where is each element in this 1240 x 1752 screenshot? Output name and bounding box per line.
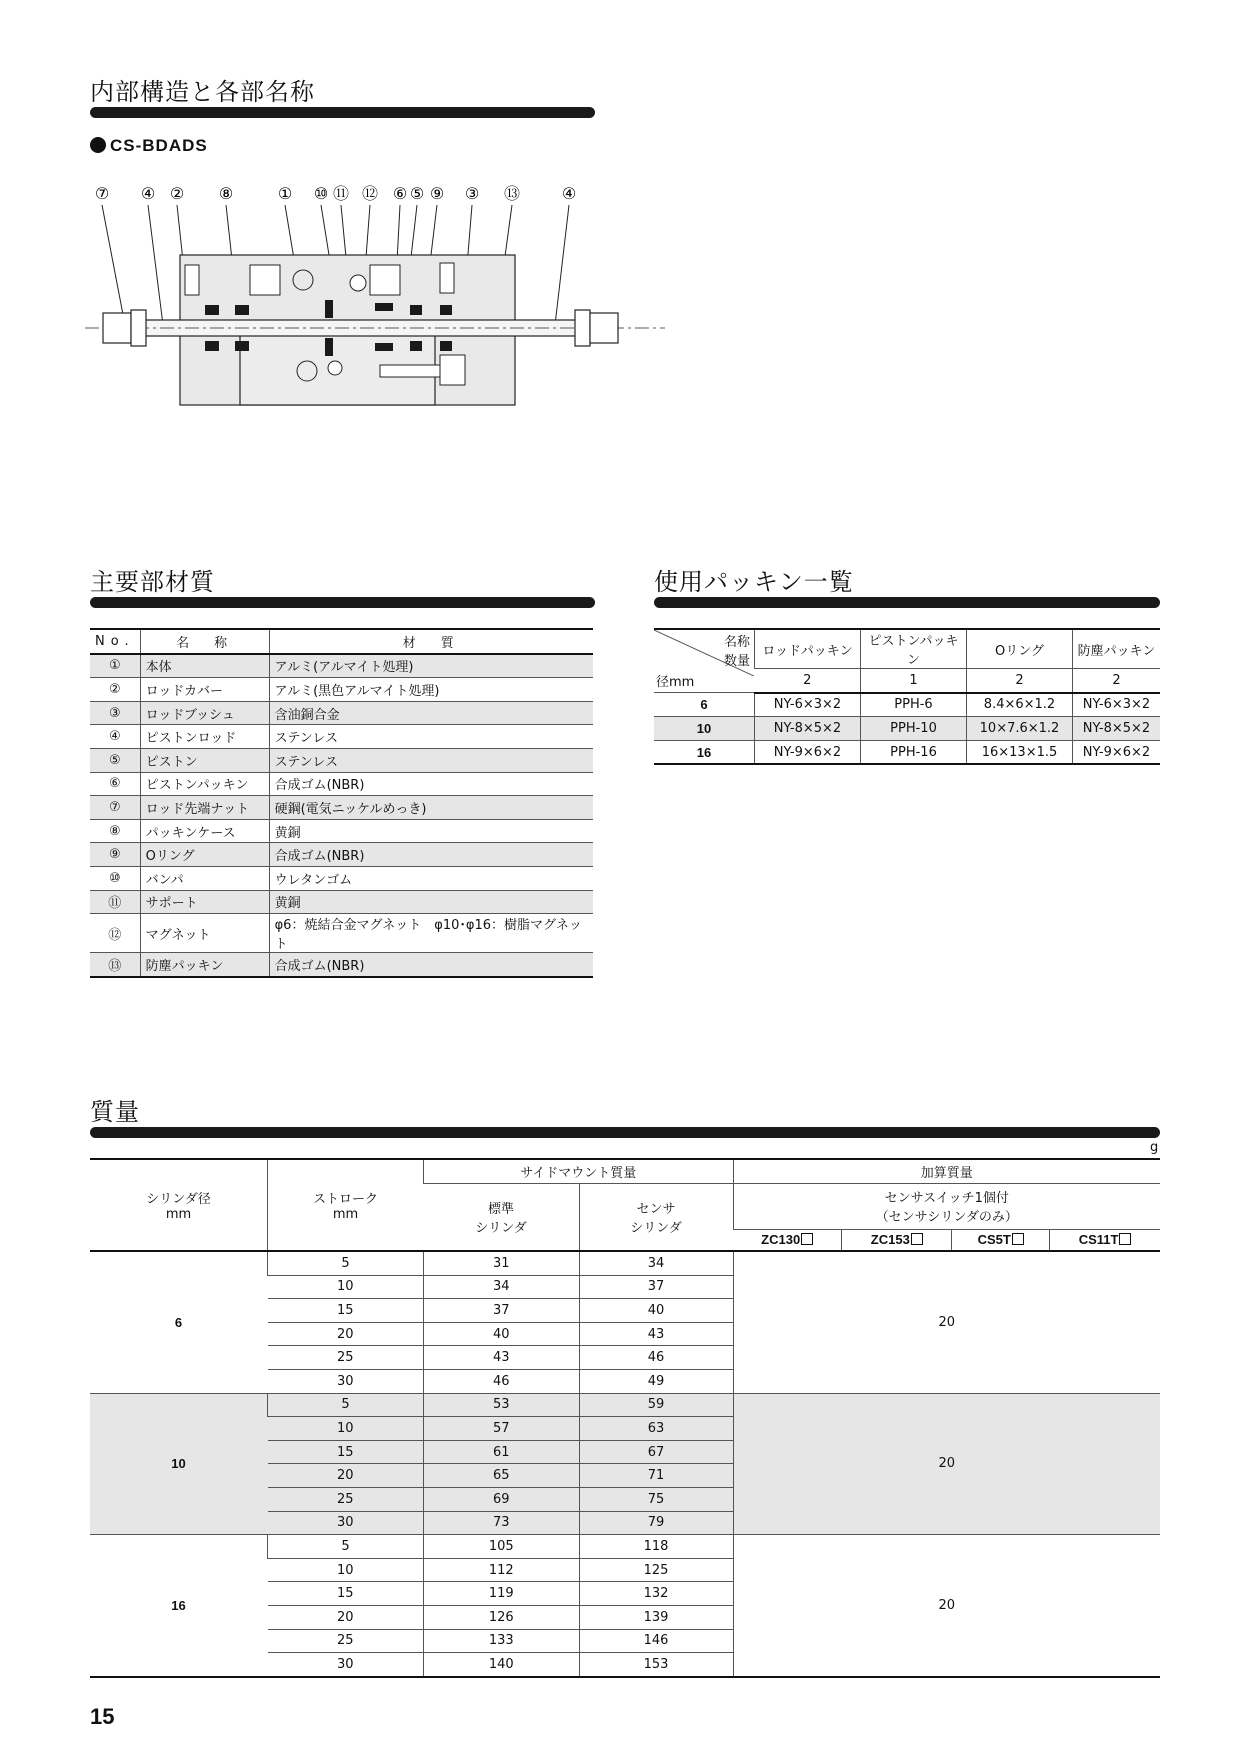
mass-sensor: 67 xyxy=(579,1440,733,1464)
packing-row xyxy=(654,740,1160,764)
material-material: 合成ゴム(NBR) xyxy=(269,953,593,977)
col-header-name: 名 称 xyxy=(140,629,269,654)
mass-std: 53 xyxy=(424,1393,580,1417)
material-no xyxy=(90,796,140,820)
mass-header-switch-2: （センサシリンダのみ） xyxy=(875,1210,1018,1225)
material-no-label: ⑨ xyxy=(108,847,121,863)
mass-stroke: 5 xyxy=(268,1535,424,1559)
packing-qty: 1 xyxy=(861,669,967,693)
material-no-label: ③ xyxy=(108,705,121,721)
mass-sensor: 153 xyxy=(579,1653,733,1677)
packing-corner-cell xyxy=(654,629,755,693)
diagram-callout: ④ xyxy=(561,185,577,203)
mass-stroke: 25 xyxy=(268,1346,424,1370)
col-header-material: 材 質 xyxy=(269,629,593,654)
material-material: 合成ゴム(NBR) xyxy=(269,843,593,867)
material-material: ウレタンゴム xyxy=(269,866,593,890)
mass-std: 69 xyxy=(424,1487,580,1511)
material-no-label: ⑫ xyxy=(108,927,122,943)
diagram-callout: ⑩ xyxy=(313,185,329,203)
material-row xyxy=(90,953,593,977)
material-material: 含油銅合金 xyxy=(269,701,593,725)
packing-title: 使用パッキン一覧 xyxy=(654,568,854,596)
packing-cell: NY-9×6×2 xyxy=(1073,740,1161,764)
material-part-name: ピストンロッド xyxy=(140,725,269,749)
mass-std: 112 xyxy=(424,1558,580,1582)
material-material: 合成ゴム(NBR) xyxy=(269,772,593,796)
material-material: ステンレス xyxy=(269,725,593,749)
diagram-callout: ④ xyxy=(140,185,156,203)
material-row xyxy=(90,796,593,820)
diagram-callout: ⑫ xyxy=(361,185,379,203)
mass-stroke: 15 xyxy=(268,1299,424,1323)
mass-add: 20 xyxy=(733,1251,1160,1393)
packing-bore: 16 xyxy=(654,740,755,764)
mass-sensor: 132 xyxy=(579,1582,733,1606)
material-material: 硬鋼(電気ニッケルめっき) xyxy=(269,796,593,820)
material-no-label: ⑦ xyxy=(108,799,121,815)
mass-sensor: 49 xyxy=(579,1369,733,1393)
packing-table xyxy=(654,628,1160,765)
mass-std: 37 xyxy=(424,1299,580,1323)
mass-header-bore-unit: mm xyxy=(165,1207,192,1222)
corner-name: 名称 xyxy=(723,635,750,650)
mass-sensor: 43 xyxy=(579,1322,733,1346)
mass-stroke: 25 xyxy=(268,1487,424,1511)
packing-col-header: Oリング xyxy=(967,629,1073,669)
mass-std: 57 xyxy=(424,1417,580,1441)
mass-bore: 16 xyxy=(90,1535,268,1677)
mass-header-stroke-label: ストローク xyxy=(312,1192,378,1207)
diagram-callout: ⑪ xyxy=(332,185,350,203)
material-no-label: ⑧ xyxy=(108,823,121,839)
diagram-callout: ① xyxy=(277,185,293,203)
page-number: 15 xyxy=(90,1704,115,1729)
packing-row xyxy=(654,717,1160,741)
diagram-callout: ⑥ xyxy=(392,185,408,203)
mass-sensor: 75 xyxy=(579,1487,733,1511)
switch-header-label: ZC130 xyxy=(761,1232,801,1248)
square-icon xyxy=(801,1233,813,1245)
mass-bore: 6 xyxy=(90,1251,268,1393)
diagram-callout: ⑧ xyxy=(218,185,234,203)
material-row xyxy=(90,890,593,914)
mass-stroke: 15 xyxy=(268,1582,424,1606)
packing-qty: 2 xyxy=(967,669,1073,693)
mass-add: 20 xyxy=(733,1393,1160,1535)
section-bar xyxy=(90,597,595,608)
material-no-label: ⑪ xyxy=(108,896,122,912)
mass-header-add: 加算質量 xyxy=(733,1159,1160,1183)
corner-qty: 数量 xyxy=(723,654,750,669)
material-part-name: ロッド先端ナット xyxy=(140,796,269,820)
packing-cell: NY-6×3×2 xyxy=(1073,693,1161,717)
material-no xyxy=(90,890,140,914)
corner-bore: 径mm xyxy=(656,675,695,691)
mass-std: 140 xyxy=(424,1653,580,1677)
mass-std: 105 xyxy=(424,1535,580,1559)
mass-stroke: 20 xyxy=(268,1464,424,1488)
mass-header-bore xyxy=(90,1159,268,1251)
section-bar xyxy=(90,107,595,118)
mass-header-switch-1: センサスイッチ1個付 xyxy=(884,1191,1009,1206)
mass-table xyxy=(90,1158,1160,1678)
mass-sensor: 125 xyxy=(579,1558,733,1582)
mass-std: 34 xyxy=(424,1275,580,1299)
mass-stroke: 30 xyxy=(268,1369,424,1393)
material-row xyxy=(90,843,593,867)
packing-col-header: ピストンパッキン xyxy=(861,629,967,669)
material-row xyxy=(90,819,593,843)
material-no xyxy=(90,819,140,843)
mass-std: 43 xyxy=(424,1346,580,1370)
material-part-name: ロッドカバー xyxy=(140,678,269,702)
mass-std: 46 xyxy=(424,1369,580,1393)
diagram-callout: ⑦ xyxy=(94,185,110,203)
mass-stroke: 5 xyxy=(268,1251,424,1275)
mass-header-bore-label: シリンダ径 xyxy=(146,1192,211,1207)
mass-std: 40 xyxy=(424,1322,580,1346)
mass-sensor: 34 xyxy=(579,1251,733,1275)
material-no xyxy=(90,701,140,725)
model-heading xyxy=(90,136,208,156)
mass-std: 61 xyxy=(424,1440,580,1464)
mass-header-switch xyxy=(733,1183,1160,1229)
col-header-no: No. xyxy=(90,629,140,654)
section-bar xyxy=(90,1127,1160,1138)
material-row xyxy=(90,748,593,772)
mass-sensor: 118 xyxy=(579,1535,733,1559)
packing-col-header: ロッドパッキン xyxy=(755,629,861,669)
diagram-callout: ② xyxy=(169,185,185,203)
mass-stroke: 20 xyxy=(268,1605,424,1629)
material-no-label: ⑩ xyxy=(108,870,121,886)
material-part-name: ピストン xyxy=(140,748,269,772)
square-icon xyxy=(1012,1233,1024,1245)
mass-std: 119 xyxy=(424,1582,580,1606)
mass-sensor: 146 xyxy=(579,1629,733,1653)
packing-cell: 10×7.6×1.2 xyxy=(967,717,1073,741)
materials-title: 主要部材質 xyxy=(90,568,215,596)
mass-stroke: 30 xyxy=(268,1511,424,1535)
material-material: φ6：焼結合金マグネット φ10･φ16：樹脂マグネット xyxy=(269,914,593,953)
bullet-icon xyxy=(90,137,106,153)
material-material: アルミ(黒色アルマイト処理) xyxy=(269,678,593,702)
material-material: ステンレス xyxy=(269,748,593,772)
material-no xyxy=(90,678,140,702)
packing-row xyxy=(654,693,1160,717)
material-part-name: パッキンケース xyxy=(140,819,269,843)
packing-cell: NY-9×6×2 xyxy=(755,740,861,764)
material-no-label: ① xyxy=(108,658,121,674)
mass-sensor: 71 xyxy=(579,1464,733,1488)
material-no xyxy=(90,772,140,796)
material-material: アルミ(アルマイト処理) xyxy=(269,654,593,678)
mass-stroke: 15 xyxy=(268,1440,424,1464)
packing-cell: PPH-10 xyxy=(861,717,967,741)
mass-sensor: 46 xyxy=(579,1346,733,1370)
diagram-callout: ⑬ xyxy=(503,185,521,203)
mass-row xyxy=(90,1251,1160,1275)
material-row xyxy=(90,654,593,678)
material-no-label: ④ xyxy=(108,729,121,745)
mass-header-sensor xyxy=(579,1183,733,1251)
switch-header-label: CS5T xyxy=(977,1232,1011,1248)
mass-unit: g xyxy=(1150,1140,1159,1155)
material-no-label: ⑬ xyxy=(108,958,122,974)
material-part-name: マグネット xyxy=(140,914,269,953)
mass-sensor: 40 xyxy=(579,1299,733,1323)
material-part-name: ピストンパッキン xyxy=(140,772,269,796)
packing-cell: PPH-16 xyxy=(861,740,967,764)
mass-sensor: 139 xyxy=(579,1605,733,1629)
mass-title: 質量 xyxy=(90,1098,140,1126)
mass-stroke: 10 xyxy=(268,1275,424,1299)
material-row xyxy=(90,678,593,702)
packing-qty: 2 xyxy=(1073,669,1161,693)
mass-stroke: 10 xyxy=(268,1558,424,1582)
model-label: CS-BDADS xyxy=(110,136,208,155)
material-row xyxy=(90,914,593,953)
mass-header-std-1: 標準 xyxy=(487,1201,514,1217)
mass-sensor: 79 xyxy=(579,1511,733,1535)
packing-cell: NY-8×5×2 xyxy=(755,717,861,741)
material-row xyxy=(90,725,593,749)
material-no xyxy=(90,654,140,678)
structure-title: 内部構造と各部名称 xyxy=(90,78,315,106)
packing-bore: 6 xyxy=(654,693,755,717)
material-row xyxy=(90,866,593,890)
material-part-name: Oリング xyxy=(140,843,269,867)
switch-header xyxy=(842,1229,952,1251)
material-row xyxy=(90,772,593,796)
mass-sensor: 59 xyxy=(579,1393,733,1417)
material-part-name: ロッドブッシュ xyxy=(140,701,269,725)
mass-std: 133 xyxy=(424,1629,580,1653)
switch-header xyxy=(1050,1229,1160,1251)
packing-bore: 10 xyxy=(654,717,755,741)
mass-stroke: 5 xyxy=(268,1393,424,1417)
packing-col-header: 防塵パッキン xyxy=(1073,629,1161,669)
material-no xyxy=(90,953,140,977)
material-no xyxy=(90,748,140,772)
mass-header-stroke xyxy=(268,1159,424,1251)
mass-row xyxy=(90,1535,1160,1559)
mass-stroke: 20 xyxy=(268,1322,424,1346)
material-no-label: ② xyxy=(108,681,121,697)
material-part-name: 本体 xyxy=(140,654,269,678)
packing-cell: NY-6×3×2 xyxy=(755,693,861,717)
square-icon xyxy=(911,1233,923,1245)
mass-std: 31 xyxy=(424,1251,580,1275)
material-part-name: サポート xyxy=(140,890,269,914)
mass-std: 126 xyxy=(424,1605,580,1629)
mass-header-sensor-2: シリンダ xyxy=(630,1220,682,1236)
mass-add: 20 xyxy=(733,1535,1160,1677)
square-icon xyxy=(1119,1233,1131,1245)
material-part-name: バンパ xyxy=(140,866,269,890)
material-no xyxy=(90,843,140,867)
mass-sensor: 37 xyxy=(579,1275,733,1299)
mass-header-std-2: シリンダ xyxy=(475,1220,527,1236)
switch-header xyxy=(952,1229,1050,1251)
mass-header-std xyxy=(424,1183,580,1251)
material-no xyxy=(90,725,140,749)
packing-cell: PPH-6 xyxy=(861,693,967,717)
packing-qty: 2 xyxy=(755,669,861,693)
mass-stroke: 30 xyxy=(268,1653,424,1677)
material-no xyxy=(90,866,140,890)
material-no xyxy=(90,914,140,953)
mass-std: 65 xyxy=(424,1464,580,1488)
mass-header-stroke-unit: mm xyxy=(332,1207,359,1222)
diagram-callout: ③ xyxy=(464,185,480,203)
mass-sensor: 63 xyxy=(579,1417,733,1441)
packing-cell: NY-8×5×2 xyxy=(1073,717,1161,741)
cylinder-cross-section-diagram xyxy=(85,185,665,425)
material-material: 黄銅 xyxy=(269,819,593,843)
mass-stroke: 25 xyxy=(268,1629,424,1653)
switch-header-label: CS11T xyxy=(1078,1232,1119,1248)
packing-cell: 16×13×1.5 xyxy=(967,740,1073,764)
material-material: 黄銅 xyxy=(269,890,593,914)
mass-header-side: サイドマウント質量 xyxy=(424,1159,734,1183)
packing-cell: 8.4×6×1.2 xyxy=(967,693,1073,717)
mass-header-sensor-1: センサ xyxy=(636,1201,676,1217)
materials-table xyxy=(90,628,593,978)
switch-header xyxy=(733,1229,842,1251)
mass-bore: 10 xyxy=(90,1393,268,1535)
section-bar xyxy=(654,597,1160,608)
mass-stroke: 10 xyxy=(268,1417,424,1441)
material-no-label: ⑥ xyxy=(108,776,121,792)
switch-header-label: ZC153 xyxy=(870,1232,910,1248)
diagram-callout: ⑤ xyxy=(409,185,425,203)
material-part-name: 防塵パッキン xyxy=(140,953,269,977)
material-row xyxy=(90,701,593,725)
mass-std: 73 xyxy=(424,1511,580,1535)
material-no-label: ⑤ xyxy=(108,752,121,768)
diagram-callout: ⑨ xyxy=(429,185,445,203)
mass-row xyxy=(90,1393,1160,1417)
